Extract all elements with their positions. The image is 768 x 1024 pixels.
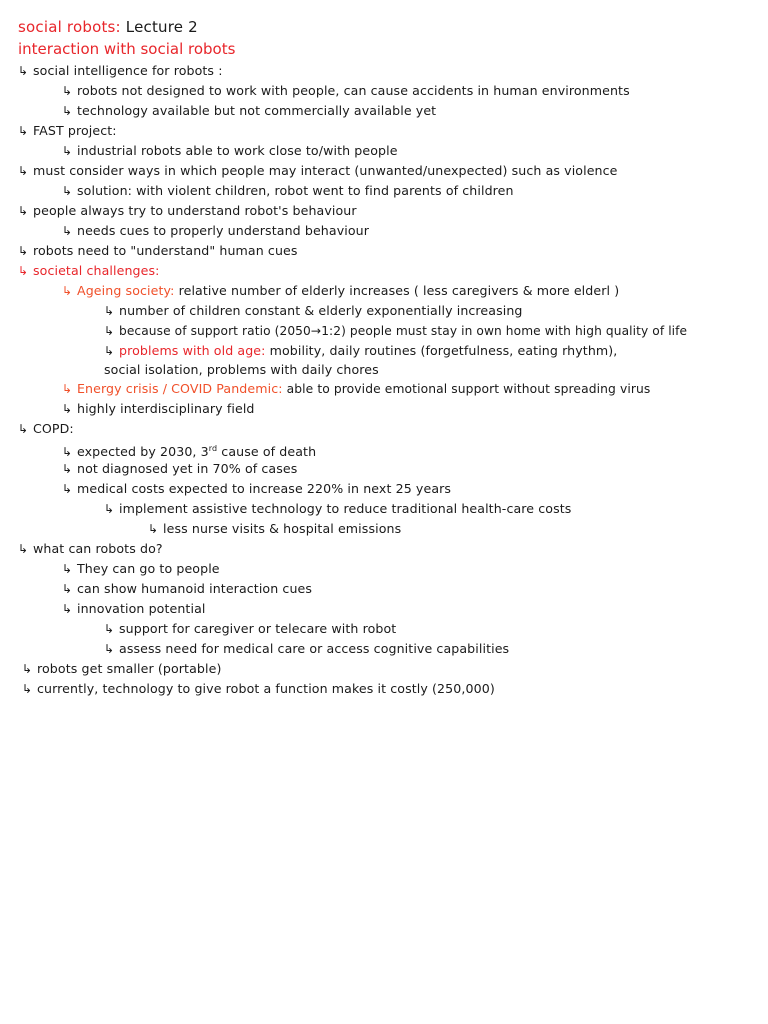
note-line: ↳ expected by 2030, 3rd cause of death: [62, 444, 317, 459]
note-line: ↳ robots not designed to work with people, can cause accidents in human environments: [62, 83, 630, 98]
note-line: ↳ needs cues to properly understand behaviour: [62, 223, 370, 238]
arrow-icon: ↳: [18, 542, 29, 556]
note-line: ↳ highly interdisciplinary field: [62, 401, 255, 416]
arrow-icon: ↳: [18, 264, 29, 278]
arrow-icon: ↳: [18, 164, 29, 178]
note-line: ↳ innovation potential: [62, 601, 206, 616]
note-line: ↳ support for caregiver or telecare with robot: [104, 621, 397, 636]
note-line: ↳ They can go to people: [62, 561, 220, 576]
arrow-icon: ↳: [18, 244, 29, 258]
arrow-icon: ↳: [104, 642, 115, 656]
arrow-icon: ↳: [18, 124, 29, 138]
note-line: ↳ Energy crisis / COVID Pandemic: able to provide emotional support without spreading virus: [62, 381, 651, 396]
note-line: ↳ technology available but not commercially available yet: [62, 103, 437, 118]
note-label: problems with old age:: [119, 343, 266, 358]
title-lecture: Lecture 2: [120, 18, 198, 36]
arrow-icon: ↳: [62, 562, 73, 576]
note-label: Energy crisis / COVID Pandemic:: [77, 381, 283, 396]
note-line: ↳ must consider ways in which people may interact (unwanted/unexpected) such as violence: [18, 163, 618, 178]
page-subtitle: interaction with social robots: [18, 40, 236, 58]
note-line: ↳ problems with old age: mobility, daily routines (forgetfulness, eating rhythm),: [104, 343, 618, 358]
arrow-icon: ↳: [18, 204, 29, 218]
arrow-icon: ↳: [22, 662, 33, 676]
note-line: ↳ assess need for medical care or access cognitive capabilities: [104, 641, 510, 656]
title-topic: social robots: [18, 18, 116, 36]
note-line: ↳ less nurse visits & hospital emissions: [148, 521, 402, 536]
arrow-icon: ↳: [104, 622, 115, 636]
note-line: ↳ robots need to "understand" human cues: [18, 243, 298, 258]
arrow-icon: ↳: [22, 682, 33, 696]
arrow-icon: ↳: [104, 344, 115, 358]
note-line: ↳ robots get smaller (portable): [22, 661, 222, 676]
note-line: ↳ people always try to understand robot's behaviour: [18, 203, 357, 218]
arrow-icon: ↳: [18, 64, 29, 78]
note-line: ↳ COPD:: [18, 421, 74, 436]
arrow-icon: ↳: [62, 482, 73, 496]
note-line: ↳ societal challenges:: [18, 263, 160, 278]
note-line: ↳ medical costs expected to increase 220% in next 25 years: [62, 481, 452, 496]
note-line-continued: social isolation, problems with daily chores: [104, 362, 379, 377]
note-line: ↳ not diagnosed yet in 70% of cases: [62, 461, 298, 476]
arrow-icon: ↳: [62, 144, 73, 158]
note-line: ↳ currently, technology to give robot a function makes it costly (250,000): [22, 681, 495, 696]
arrow-icon: ↳: [104, 324, 115, 338]
arrow-icon: ↳: [104, 304, 115, 318]
arrow-icon: ↳: [62, 462, 73, 476]
arrow-icon: ↳: [62, 602, 73, 616]
note-line: ↳ Ageing society: relative number of elderly increases ( less caregivers & more elderl ): [62, 283, 620, 298]
note-line: ↳ what can robots do?: [18, 541, 163, 556]
arrow-icon: ↳: [148, 522, 159, 536]
note-line: ↳ can show humanoid interaction cues: [62, 581, 313, 596]
note-line: ↳ number of children constant & elderly exponentially increasing: [104, 303, 523, 318]
arrow-icon: ↳: [62, 382, 73, 396]
arrow-icon: ↳: [18, 422, 29, 436]
note-line: ↳ solution: with violent children, robot went to find parents of children: [62, 183, 514, 198]
arrow-icon: ↳: [62, 104, 73, 118]
title-separator: :: [115, 18, 121, 36]
note-label: Ageing society:: [77, 283, 175, 298]
arrow-icon: ↳: [62, 184, 73, 198]
note-line: ↳ FAST project:: [18, 123, 117, 138]
arrow-icon: ↳: [62, 582, 73, 596]
arrow-icon: ↳: [104, 502, 115, 516]
arrow-icon: ↳: [62, 402, 73, 416]
note-line: ↳ social intelligence for robots :: [18, 63, 223, 78]
note-line: ↳ implement assistive technology to reduce traditional health-care costs: [104, 501, 572, 516]
arrow-icon: ↳: [62, 445, 73, 459]
page-title: [18, 18, 198, 36]
arrow-icon: ↳: [62, 224, 73, 238]
arrow-icon: ↳: [62, 284, 73, 298]
note-line: ↳ industrial robots able to work close to/with people: [62, 143, 398, 158]
note-line: ↳ because of support ratio (2050→1:2) people must stay in own home with high quality of life: [104, 324, 688, 338]
arrow-icon: ↳: [62, 84, 73, 98]
